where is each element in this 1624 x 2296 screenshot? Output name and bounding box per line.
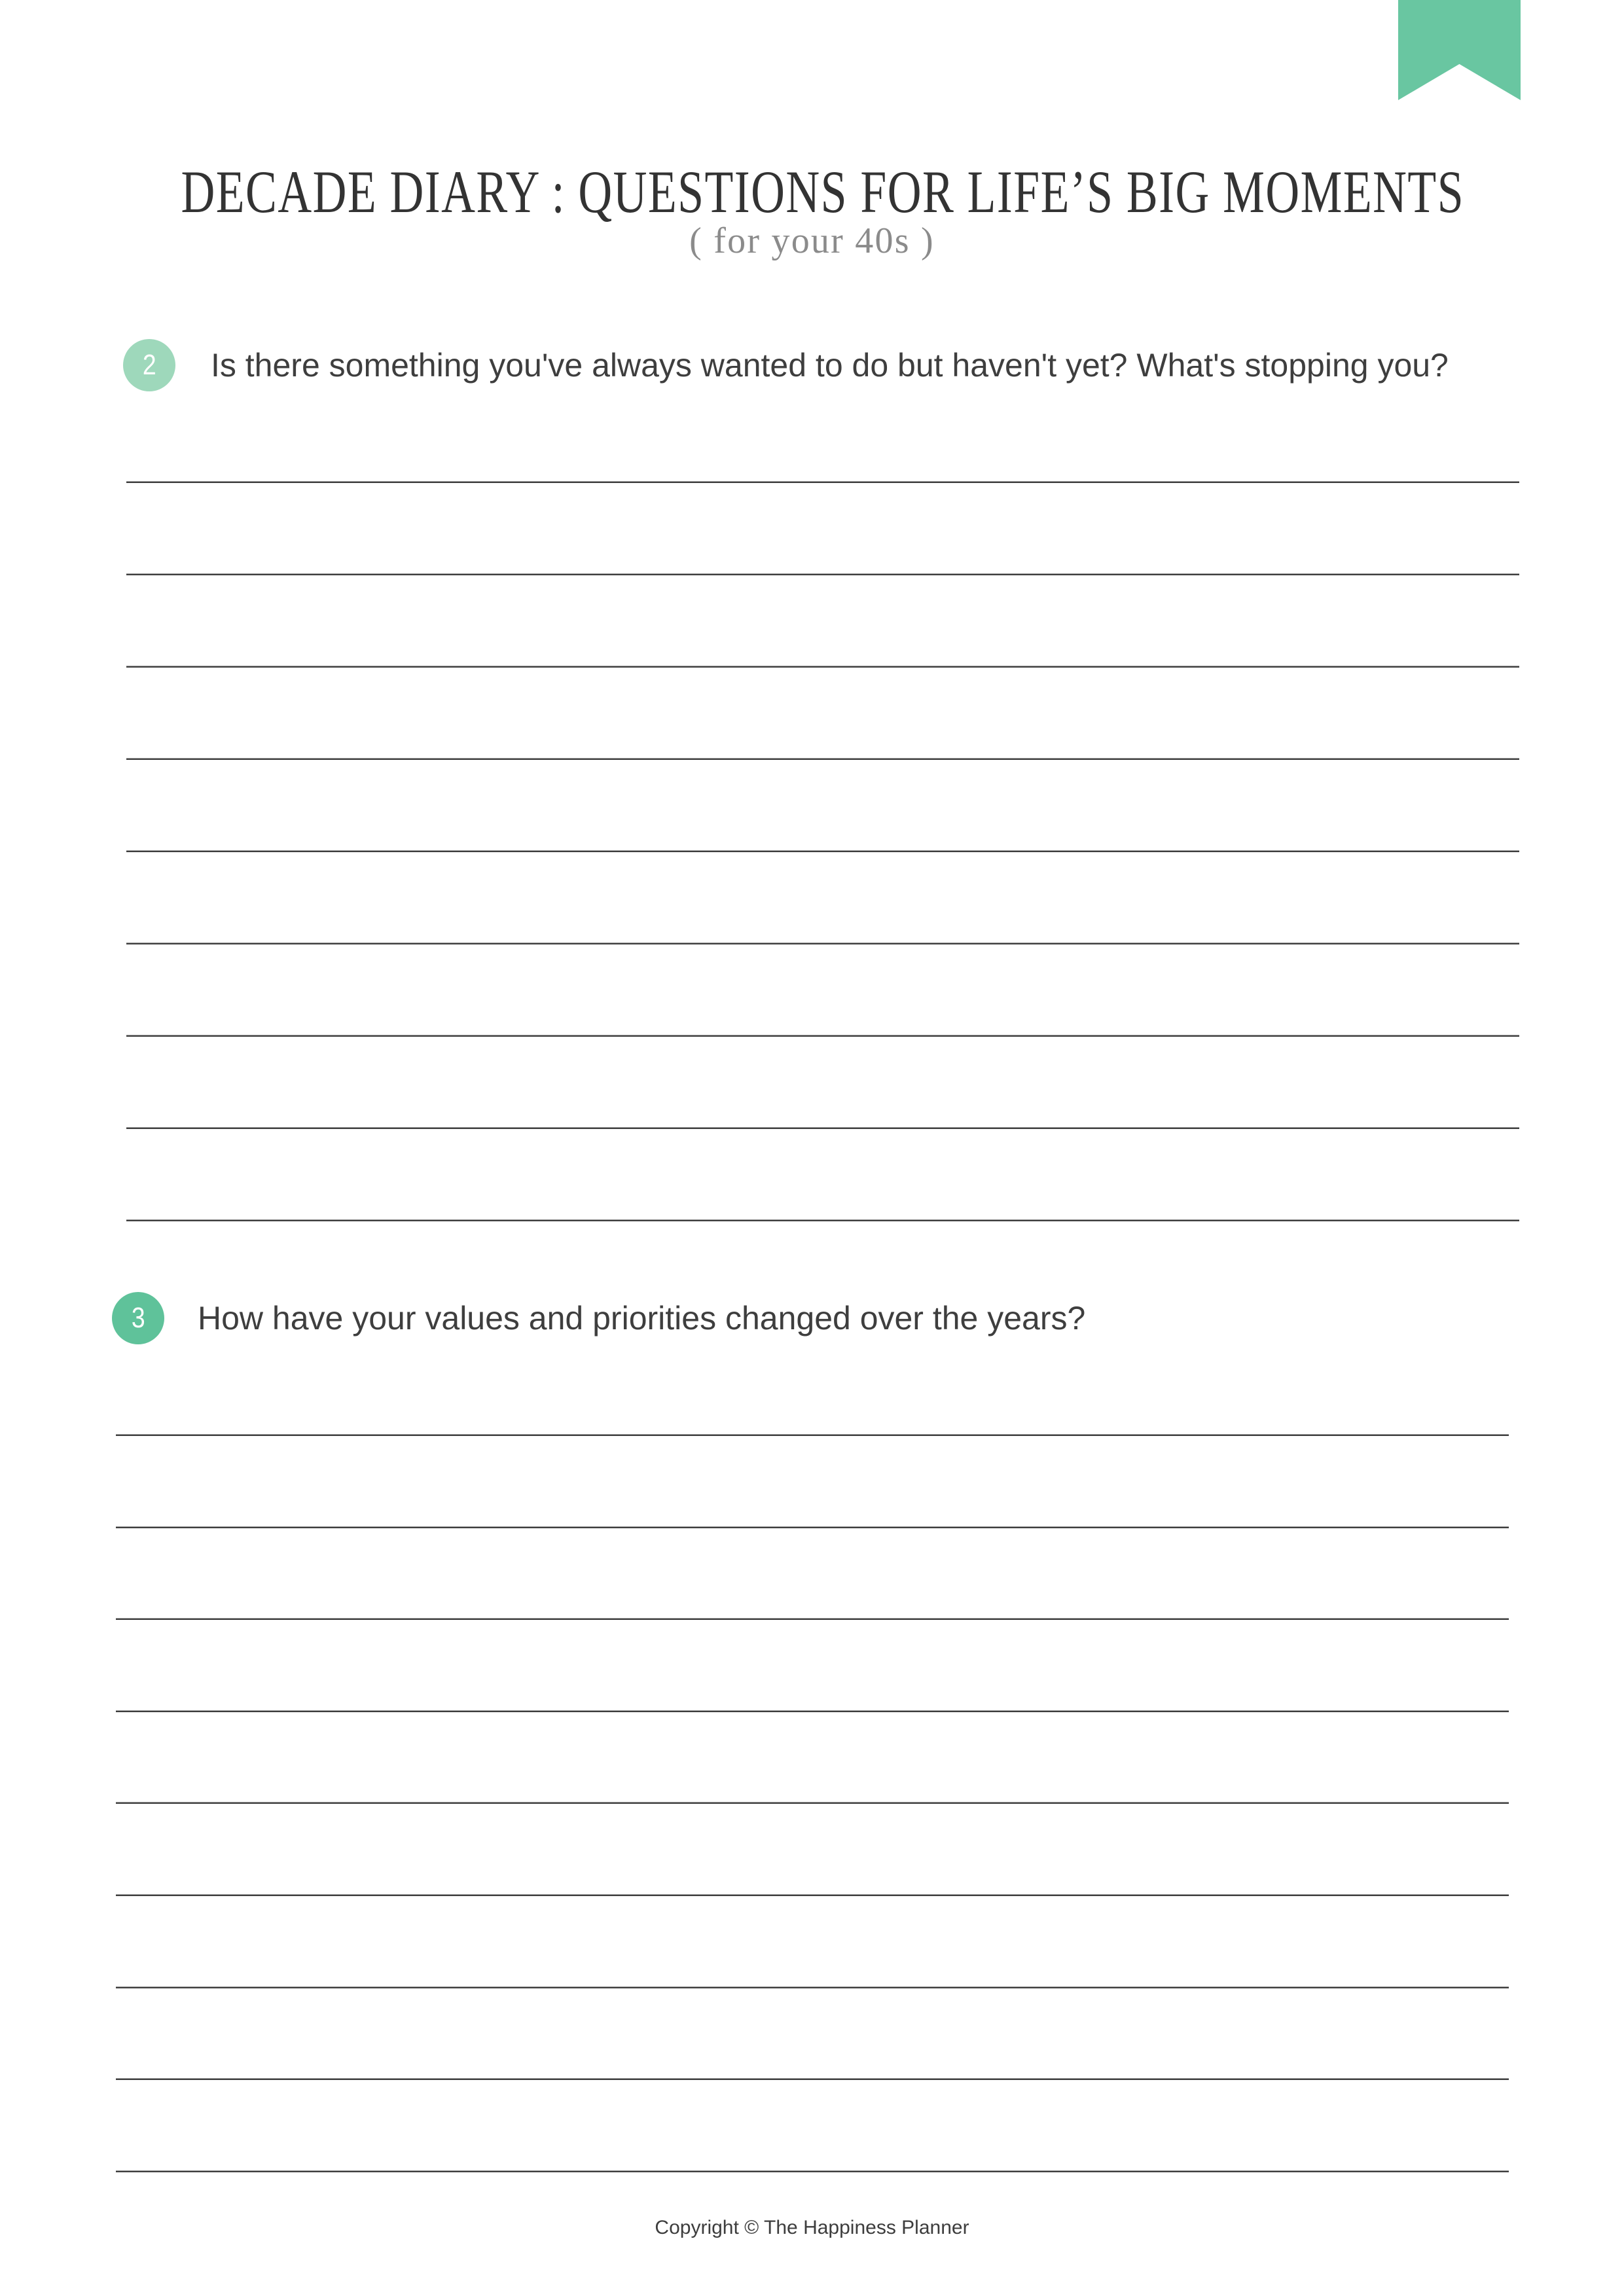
copyright-footer: Copyright © The Happiness Planner: [655, 2217, 969, 2238]
page-subtitle: ( for your 40s ): [689, 221, 935, 261]
question-text: How have your values and priorities changed over the years?: [198, 1300, 1086, 1336]
answer-line: [126, 482, 1519, 483]
question-text: Is there something you've always wanted to do but haven't yet? What's stopping you?: [211, 347, 1449, 384]
answer-line: [126, 851, 1519, 852]
answer-line: [126, 943, 1519, 944]
answer-line: [116, 1895, 1509, 1896]
question-number-badge: [123, 339, 175, 391]
bookmark-ribbon-icon: [1398, 0, 1521, 100]
page-title: DECADE DIARY : QUESTIONS FOR LIFE’S BIG MOMENTS: [181, 158, 1465, 225]
question-number: 3: [131, 1302, 145, 1334]
answer-line: [116, 1803, 1509, 1804]
answer-line: [116, 1619, 1509, 1620]
answer-line: [126, 759, 1519, 760]
answer-line: [116, 1711, 1509, 1712]
page-subheader: [0, 216, 1624, 266]
answer-line: [126, 666, 1519, 668]
answer-line: [116, 2079, 1509, 2080]
answer-line: [126, 1128, 1519, 1129]
question-number-badge: [112, 1292, 164, 1344]
answer-line: [126, 1220, 1519, 1221]
answer-line: [126, 574, 1519, 575]
answer-line: [116, 1435, 1509, 1436]
answer-line: [116, 1527, 1509, 1528]
answer-line: [116, 1987, 1509, 1988]
question-number: 2: [142, 349, 156, 381]
answer-line: [126, 1035, 1519, 1037]
answer-line: [116, 2171, 1509, 2172]
